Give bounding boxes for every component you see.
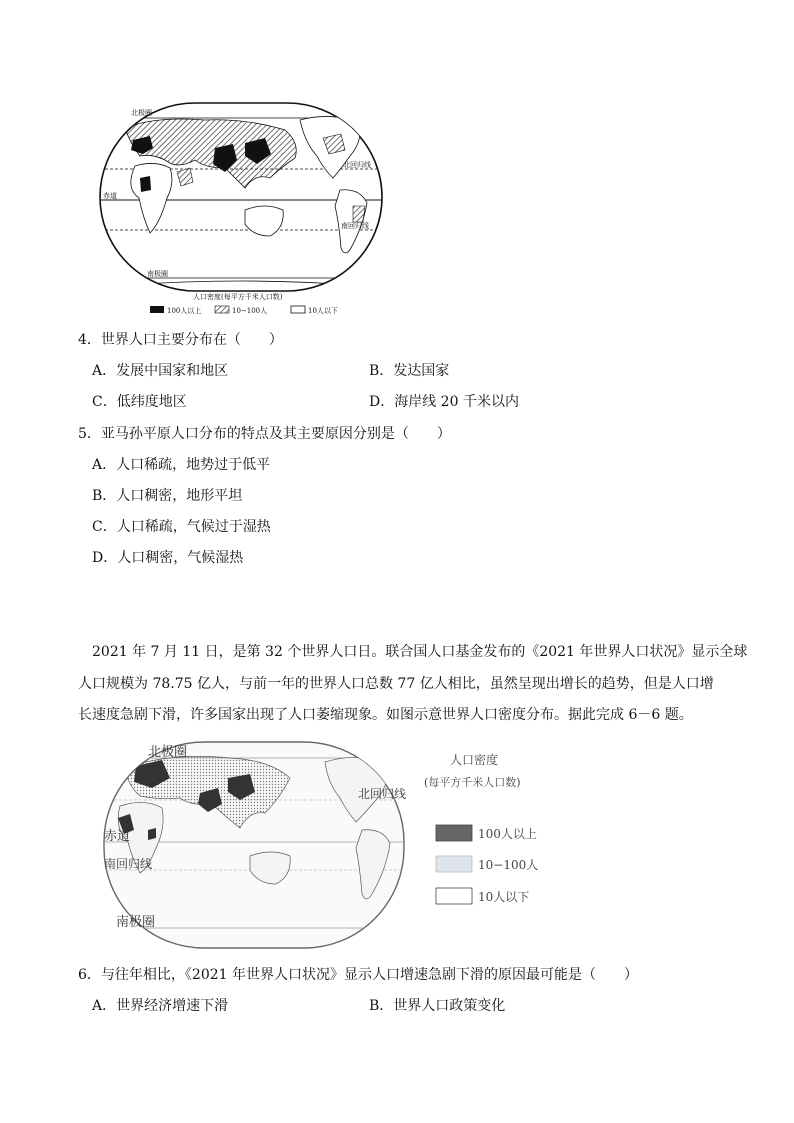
question-5-stem: 5．亚马孙平原人口分布的特点及其主要原因分别是（ ） [78, 426, 451, 442]
map2-legend-low: 10人以下 [478, 890, 530, 904]
map2-label-north-polar: 北极圈 [148, 745, 188, 760]
question-4-option-c[interactable]: C．低纬度地区 [92, 394, 187, 410]
question-5-option-b[interactable]: B．人口稠密，地形平坦 [92, 488, 243, 504]
map2-legend-swatch-high [436, 825, 472, 841]
map2-legend-swatch-mid [436, 856, 472, 872]
legend-swatch-low [291, 306, 305, 313]
map2-label-tropic-cancer: 北回归线 [358, 787, 407, 801]
question-6-option-a[interactable]: A．世界经济增速下滑 [92, 998, 229, 1014]
question-4-option-d[interactable]: D．海岸线 20 千米以内 [369, 394, 519, 410]
map2-label-south-polar: 南极圈 [116, 915, 156, 930]
question-6-option-b[interactable]: B．世界人口政策变化 [369, 998, 506, 1014]
label-north-polar: 北极圈 [131, 109, 152, 117]
map2-legend-swatch-low [436, 888, 472, 904]
map2-legend [420, 752, 570, 912]
map2-legend-high: 100人以上 [478, 827, 537, 841]
question-6-stem: 6．与往年相比，《2021 年世界人口状况》显示人口增速急剧下滑的原因最可能是（ ） [78, 967, 638, 983]
map2-label-tropic-capricorn: 南回归线 [104, 857, 153, 871]
world-population-map-2 [100, 738, 410, 952]
map2-legend-title-2: (每平方千米人口数) [424, 776, 521, 789]
legend-low-label: 10人以下 [308, 307, 338, 315]
legend-swatch-high [150, 306, 164, 313]
question-5-option-d[interactable]: D．人口稠密，气候湿热 [92, 550, 244, 566]
question-5-option-c[interactable]: C．人口稀疏，气候过于湿热 [92, 519, 271, 535]
label-tropic-cancer: 北回归线 [343, 161, 371, 169]
question-5-option-a[interactable]: A．人口稀疏，地势过于低平 [92, 457, 271, 473]
legend-title: 人口密度(每平方千米人口数) [193, 293, 283, 301]
legend-high-label: 100人以上 [167, 307, 202, 315]
legend-mid-label: 10−100人 [232, 307, 268, 315]
label-equator: 赤道 [103, 192, 117, 200]
map2-label-equator: 赤道 [104, 829, 131, 844]
label-tropic-capricorn: 南回归线 [341, 222, 369, 230]
question-4-option-a[interactable]: A．发展中国家和地区 [92, 363, 229, 379]
question-4-option-b[interactable]: B．发达国家 [369, 363, 450, 379]
label-south-polar: 南极圈 [147, 270, 168, 278]
question-4-stem: 4．世界人口主要分布在（ ） [78, 332, 283, 348]
passage-line-1: 2021 年 7 月 11 日，是第 32 个世界人口日。联合国人口基金发布的《2021 年世界人口状况》显示全球 [92, 644, 748, 660]
world-population-map-1 [95, 98, 387, 320]
map2-legend-title-1: 人口密度 [450, 753, 499, 767]
passage-line-2: 人口规模为 78.75 亿人，与前一年的世界人口总数 77 亿人相比，虽然呈现出增长的趋势，但是人口增 [78, 676, 714, 692]
legend-swatch-mid [215, 306, 229, 313]
passage-line-3: 长速度急剧下滑，许多国家出现了人口萎缩现象。如图示意世界人口密度分布。据此完成 6－6 题。 [78, 707, 693, 723]
map2-legend-mid: 10−100人 [478, 858, 539, 872]
